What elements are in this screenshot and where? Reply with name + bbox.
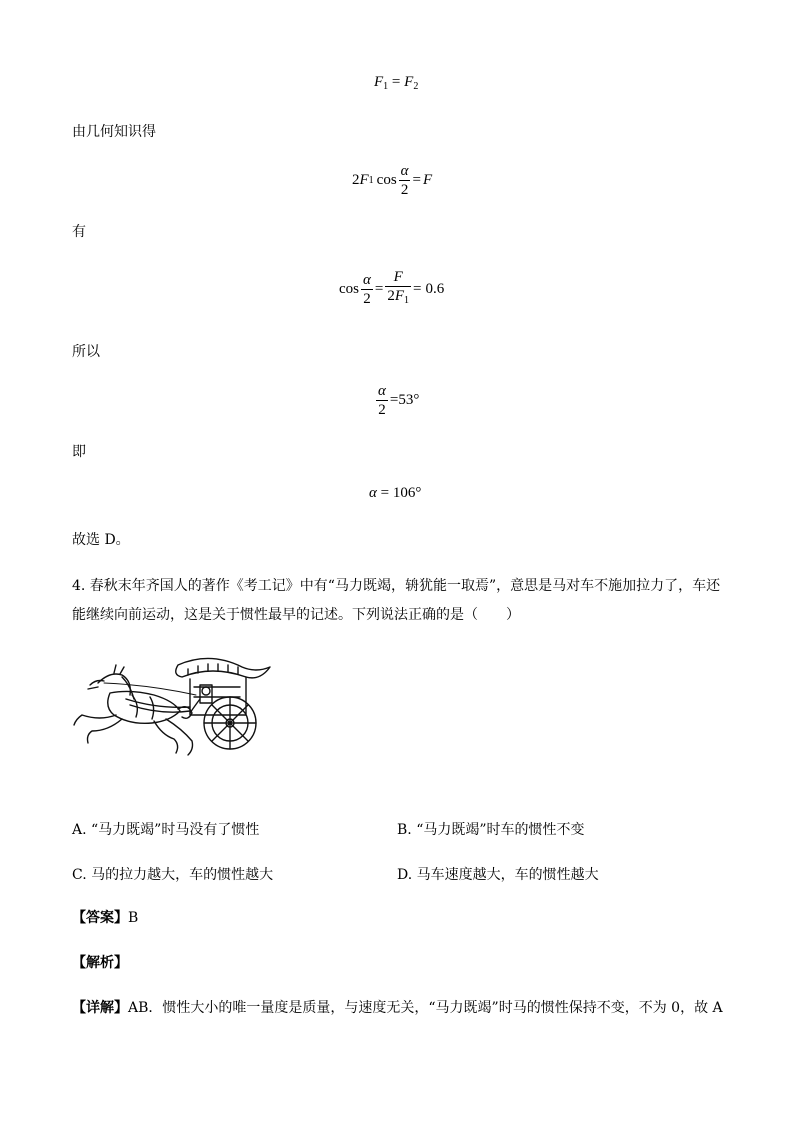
- equation-2f1-cos: 2 F 1 cos $\frac{\alpha}{2}$ = F: [352, 163, 433, 198]
- horse-carriage-illustration: [70, 655, 275, 765]
- detail-tag: 【详解】: [72, 1000, 128, 1016]
- question-4-line-1: 4. 春秋末年齐国人的著作《考工记》中有“马力既竭，辀犹能一取焉”，意思是马对车不施加拉力了，车还: [72, 578, 721, 594]
- text-choose-d: 故选 D。: [72, 532, 130, 548]
- equation-f1-equals-f2: $F_1 = F_2$: [374, 74, 419, 92]
- analysis-tag: 【解析】: [72, 955, 128, 971]
- equation-cos-ratio: cos $\frac{\alpha}{2}$ = $\frac{F}{2F_1}$ = 0.6: [339, 268, 444, 310]
- text-geometry: 由几何知识得: [72, 124, 156, 140]
- answer-value: B: [128, 910, 139, 926]
- answer-tag: 【答案】: [72, 910, 128, 926]
- fraction-alpha-over-2: $\frac{\alpha}{2}$: [400, 163, 409, 198]
- text-suoyi: 所以: [72, 344, 100, 360]
- fraction-f-over-2f1: $\frac{F}{2F_1}$: [385, 268, 411, 310]
- detail-line: [72, 998, 723, 1018]
- text-ji: 即: [72, 444, 86, 460]
- equation-half-alpha: $\frac{\alpha}{2}$ =53°: [378, 383, 420, 418]
- fraction-alpha-over-2: $\frac{\alpha}{2}$: [363, 271, 371, 307]
- detail-text: AB．惯性大小的唯一量度是质量，与速度无关，“马力既竭”时马的惯性保持不变，不为 0，故 A: [128, 1000, 723, 1016]
- option-c: C. 马的拉力越大，车的惯性越大: [72, 867, 274, 883]
- option-d: D. 马车速度越大，车的惯性越大: [397, 867, 599, 883]
- question-4-line-2: 能继续向前运动，这是关于惯性最早的记述。下列说法正确的是（ ）: [72, 607, 520, 623]
- answer-line: [72, 908, 138, 928]
- text-you: 有: [72, 224, 86, 240]
- fraction-alpha-over-2: $\frac{\alpha}{2}$: [378, 383, 386, 418]
- equation-alpha: α = 106°: [369, 485, 422, 501]
- option-b: B. “马力既竭”时车的惯性不变: [397, 822, 585, 838]
- option-a: A. “马力既竭”时马没有了惯性: [72, 822, 260, 838]
